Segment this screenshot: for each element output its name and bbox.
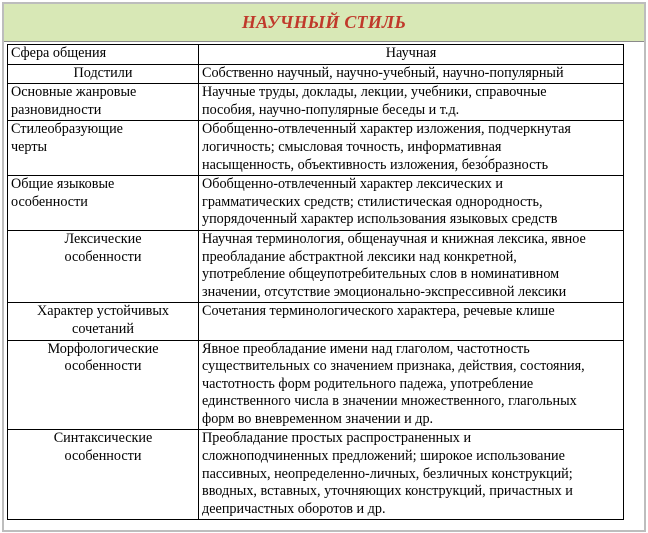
table-row bbox=[8, 340, 624, 430]
table-row bbox=[8, 64, 624, 84]
row-value: Обобщенно-отвлеченный характер изложения, подчеркнутая логичность; смысловая точность, информативная насыщенность, объективность изложения, безо́бразность bbox=[199, 121, 624, 176]
table-row bbox=[8, 430, 624, 520]
table-row bbox=[8, 84, 624, 121]
table-row bbox=[8, 303, 624, 340]
row-label: Основные жанровые разновидности bbox=[8, 84, 199, 121]
row-label: Стилеобразующие черты bbox=[8, 121, 199, 176]
table-header-row bbox=[8, 45, 624, 65]
row-value: Собственно научный, научно-учебный, научно-популярный bbox=[199, 64, 624, 84]
row-value: Сочетания терминологического характера, речевые клише bbox=[199, 303, 624, 340]
header-sphere-value: Научная bbox=[199, 45, 624, 65]
row-value: Научная терминология, общенаучная и книжная лексика, явное преобладание абстрактной лексики над конкретной, употребление общеупотребительных слов в номинативном значении, отсутствие эмоционально-экспрессивной лексики bbox=[199, 230, 624, 302]
table-row bbox=[8, 176, 624, 231]
table-row bbox=[8, 121, 624, 176]
row-label: Морфологические особенности bbox=[8, 340, 199, 430]
document-frame bbox=[2, 2, 646, 532]
page-title: НАУЧНЫЙ СТИЛЬ bbox=[4, 4, 644, 42]
row-value: Преобладание простых распространенных и сложноподчиненных предложений; широкое использование пассивных, неопределенно-личных, безличных конструкций; вводных, вставных, уточняющих конструкций, причастных и деепричастных оборотов и др. bbox=[199, 430, 624, 520]
row-label: Лексические особенности bbox=[8, 230, 199, 302]
row-label: Характер устойчивых сочетаний bbox=[8, 303, 199, 340]
scientific-style-table bbox=[7, 44, 624, 520]
header-sphere-label: Сфера общения bbox=[8, 45, 199, 65]
row-value: Обобщенно-отвлеченный характер лексических и грамматических средств; стилистическая однородность, упорядоченный характер использования языковых средств bbox=[199, 176, 624, 231]
row-label: Подстили bbox=[8, 64, 199, 84]
row-value: Научные труды, доклады, лекции, учебники, справочные пособия, научно-популярные беседы и т.д. bbox=[199, 84, 624, 121]
table-row bbox=[8, 230, 624, 302]
row-value: Явное преобладание имени над глаголом, частотность существительных со значением признака, действия, состояния, частотность форм родительного падежа, употребление единственного числа в значении множественного, глагольных форм во вневременном значении и др. bbox=[199, 340, 624, 430]
row-label: Общие языковые особенности bbox=[8, 176, 199, 231]
row-label: Синтаксические особенности bbox=[8, 430, 199, 520]
